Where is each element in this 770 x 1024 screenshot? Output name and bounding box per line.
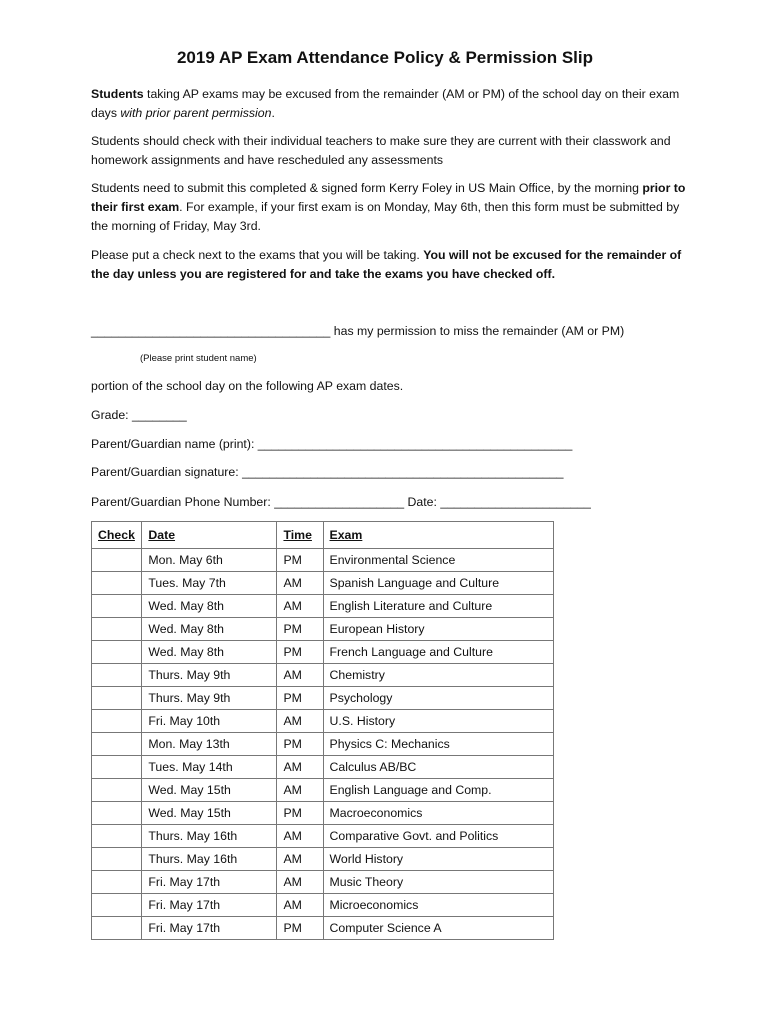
date-cell: Fri. May 17th <box>142 917 277 940</box>
time-cell: AM <box>277 595 323 618</box>
date-cell: Wed. May 15th <box>142 802 277 825</box>
policy-paragraph-1 <box>91 85 691 123</box>
p1-italic: with prior parent permission <box>120 106 272 120</box>
header-date: Date <box>142 522 277 549</box>
check-cell[interactable] <box>92 779 142 802</box>
header-exam: Exam <box>323 522 553 549</box>
exam-cell: Psychology <box>323 687 553 710</box>
exam-cell: Spanish Language and Culture <box>323 572 553 595</box>
p1-bold: Students <box>91 87 144 101</box>
date-cell: Wed. May 8th <box>142 641 277 664</box>
check-cell[interactable] <box>92 917 142 940</box>
time-cell: AM <box>277 825 323 848</box>
check-cell[interactable] <box>92 871 142 894</box>
table-row <box>92 756 554 779</box>
table-row <box>92 871 554 894</box>
table-row <box>92 641 554 664</box>
time-cell: AM <box>277 664 323 687</box>
table-row <box>92 710 554 733</box>
table-row <box>92 894 554 917</box>
date-cell: Wed. May 15th <box>142 779 277 802</box>
time-cell: PM <box>277 641 323 664</box>
table-row <box>92 825 554 848</box>
print-name-hint: (Please print student name) <box>140 353 257 364</box>
check-cell[interactable] <box>92 756 142 779</box>
date-cell: Fri. May 17th <box>142 894 277 917</box>
check-cell[interactable] <box>92 641 142 664</box>
policy-paragraph-4 <box>91 246 691 284</box>
p4-start: Please put a check next to the exams that you will be taking. <box>91 248 424 262</box>
exam-cell: Chemistry <box>323 664 553 687</box>
exam-cell: French Language and Culture <box>323 641 553 664</box>
policy-paragraph-2: Students should check with their individual teachers to make sure they are current with their classwork and homework assignments and have rescheduled any assessments <box>91 134 671 167</box>
table-row <box>92 618 554 641</box>
table-row <box>92 779 554 802</box>
table-row <box>92 802 554 825</box>
time-cell: PM <box>277 618 323 641</box>
time-cell: AM <box>277 871 323 894</box>
date-cell: Thurs. May 16th <box>142 825 277 848</box>
date-cell: Mon. May 6th <box>142 549 277 572</box>
table-row <box>92 687 554 710</box>
header-time: Time <box>277 522 323 549</box>
exam-cell: English Literature and Culture <box>323 595 553 618</box>
guardian-signature-field[interactable]: Parent/Guardian signature: _______________________________________________ <box>91 465 564 479</box>
date-cell: Thurs. May 16th <box>142 848 277 871</box>
check-cell[interactable] <box>92 572 142 595</box>
permission-line[interactable]: ___________________________________ has my permission to miss the remainder (AM or PM) <box>91 324 625 338</box>
exam-cell: U.S. History <box>323 710 553 733</box>
exam-cell: Macroeconomics <box>323 802 553 825</box>
time-cell: PM <box>277 917 323 940</box>
time-cell: AM <box>277 756 323 779</box>
date-cell: Fri. May 10th <box>142 710 277 733</box>
exam-cell: Physics C: Mechanics <box>323 733 553 756</box>
date-cell: Tues. May 14th <box>142 756 277 779</box>
date-cell: Tues. May 7th <box>142 572 277 595</box>
guardian-name-field[interactable]: Parent/Guardian name (print): ______________________________________________ <box>91 437 573 451</box>
date-cell: Thurs. May 9th <box>142 687 277 710</box>
p1-text: taking AP exams may be excused from the remainder (AM or PM) of the school day on their exam days <box>91 87 680 120</box>
table-header-row <box>92 522 554 549</box>
time-cell: AM <box>277 779 323 802</box>
portion-line: portion of the school day on the following AP exam dates. <box>91 379 404 393</box>
check-cell[interactable] <box>92 848 142 871</box>
p3-start: Students need to submit this completed & signed form Kerry Foley in US Main Office, by the morning <box>91 181 643 195</box>
exam-cell: Music Theory <box>323 871 553 894</box>
exam-table <box>91 521 554 940</box>
table-row <box>92 733 554 756</box>
table-row <box>92 848 554 871</box>
page-title: 2019 AP Exam Attendance Policy & Permission Slip <box>176 48 594 67</box>
check-cell[interactable] <box>92 549 142 572</box>
exam-cell: English Language and Comp. <box>323 779 553 802</box>
p1-end: . <box>271 106 275 120</box>
header-check: Check <box>92 522 142 549</box>
check-cell[interactable] <box>92 825 142 848</box>
time-cell: AM <box>277 572 323 595</box>
check-cell[interactable] <box>92 802 142 825</box>
date-cell: Mon. May 13th <box>142 733 277 756</box>
time-cell: PM <box>277 802 323 825</box>
check-cell[interactable] <box>92 733 142 756</box>
exam-cell: Calculus AB/BC <box>323 756 553 779</box>
check-cell[interactable] <box>92 618 142 641</box>
table-row <box>92 664 554 687</box>
check-cell[interactable] <box>92 595 142 618</box>
phone-date-field[interactable]: Parent/Guardian Phone Number: ___________________ Date: ______________________ <box>91 495 591 509</box>
check-cell[interactable] <box>92 664 142 687</box>
time-cell: PM <box>277 687 323 710</box>
p3-end: . For example, if your first exam is on Monday, May 6th, then this form must be submitted by the morning of Friday, May 3rd. <box>91 200 680 233</box>
date-cell: Thurs. May 9th <box>142 664 277 687</box>
policy-paragraph-3 <box>91 179 691 236</box>
time-cell: PM <box>277 733 323 756</box>
table-row <box>92 917 554 940</box>
grade-field[interactable]: Grade: ________ <box>91 408 187 422</box>
exam-cell: World History <box>323 848 553 871</box>
time-cell: AM <box>277 848 323 871</box>
time-cell: PM <box>277 549 323 572</box>
p4-bold: You will not be excused for the remainder of the day unless you are registered for and take the exams you have checked off. <box>91 248 682 281</box>
p3-bold: prior to their first exam <box>91 181 686 214</box>
exam-table-body <box>92 549 554 940</box>
exam-cell: Computer Science A <box>323 917 553 940</box>
table-row <box>92 595 554 618</box>
table-row <box>92 572 554 595</box>
exam-cell: European History <box>323 618 553 641</box>
table-row <box>92 549 554 572</box>
date-cell: Wed. May 8th <box>142 618 277 641</box>
time-cell: AM <box>277 710 323 733</box>
exam-cell: Comparative Govt. and Politics <box>323 825 553 848</box>
date-cell: Fri. May 17th <box>142 871 277 894</box>
exam-cell: Environmental Science <box>323 549 553 572</box>
check-cell[interactable] <box>92 687 142 710</box>
time-cell: AM <box>277 894 323 917</box>
check-cell[interactable] <box>92 894 142 917</box>
date-cell: Wed. May 8th <box>142 595 277 618</box>
check-cell[interactable] <box>92 710 142 733</box>
exam-cell: Microeconomics <box>323 894 553 917</box>
